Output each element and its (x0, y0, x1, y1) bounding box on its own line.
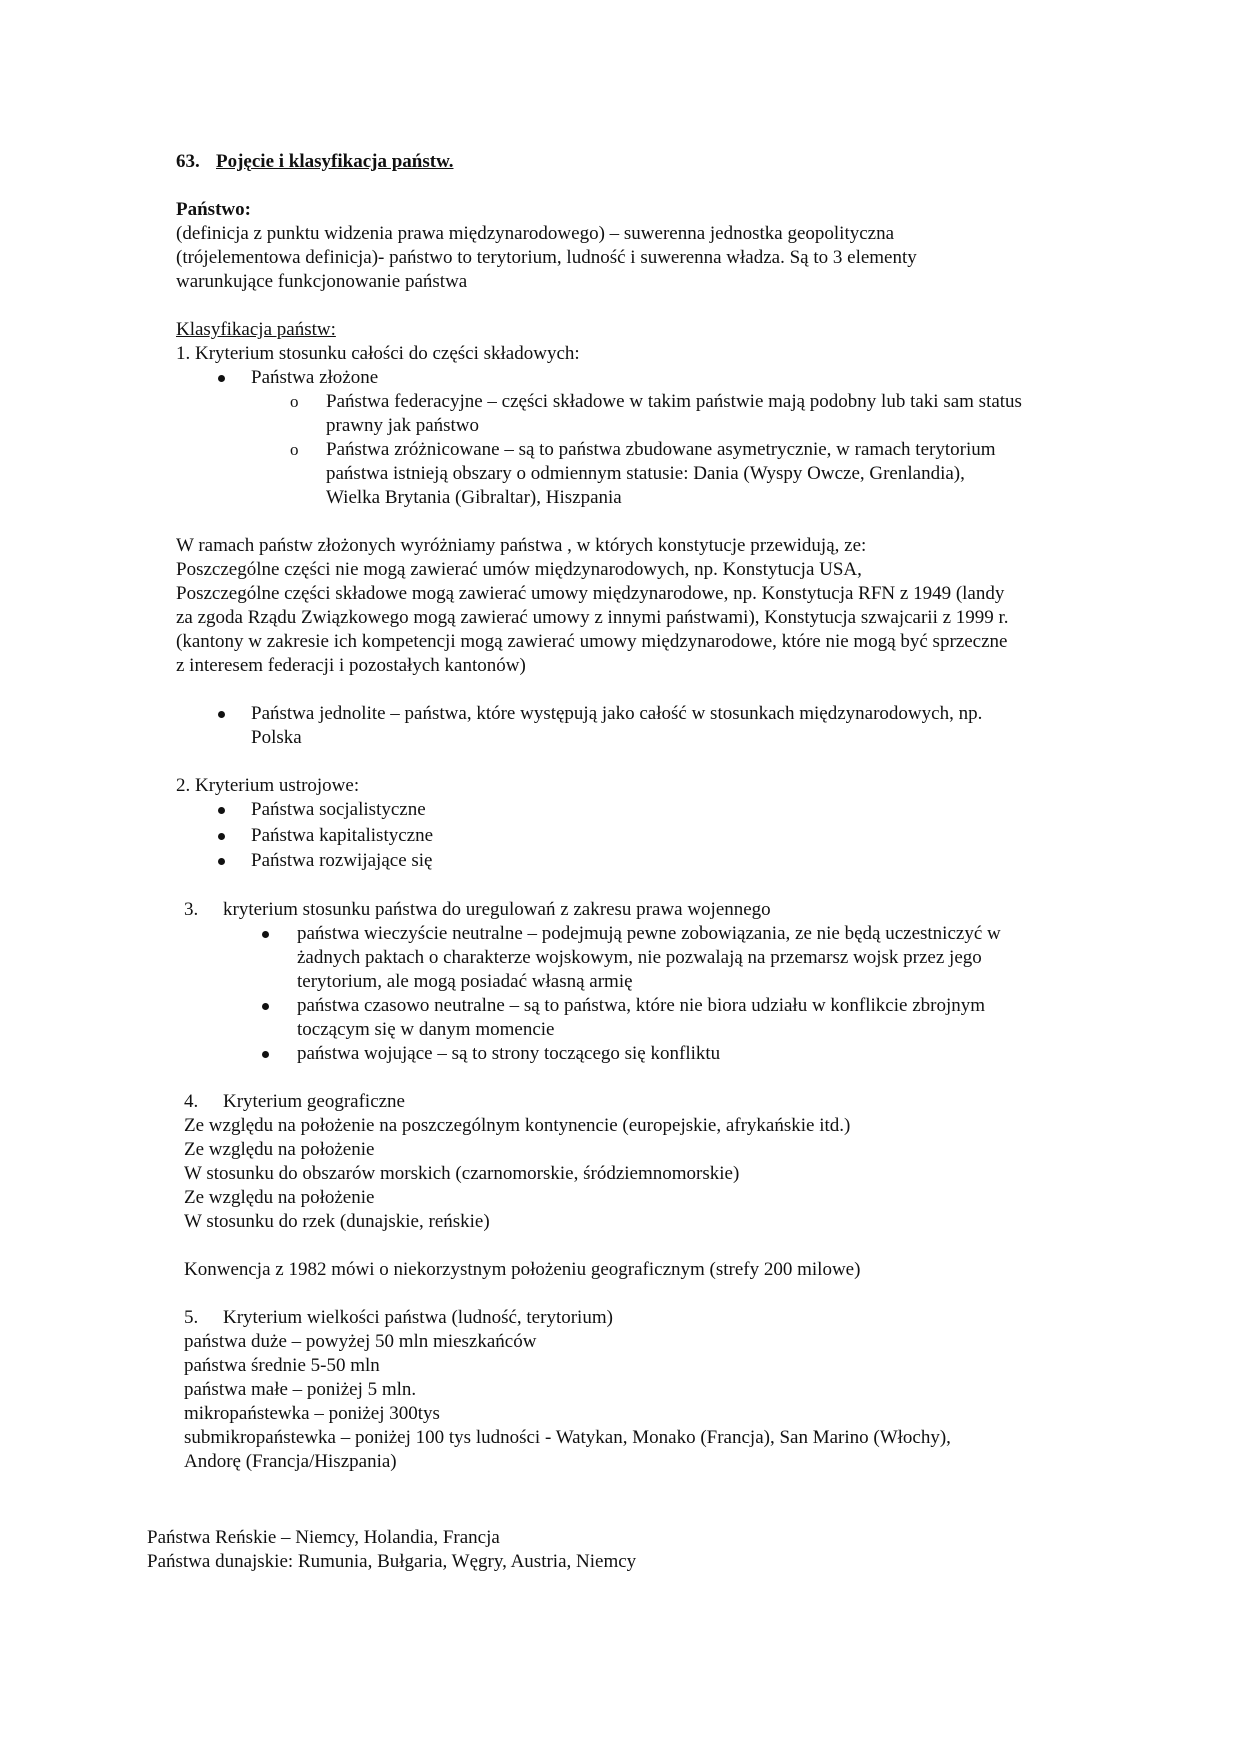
k2-item: Państwa socjalistyczne (251, 799, 426, 820)
k1-federacyjne: Państwa federacyjne – części składowe w takim państwie mają podobny lub taki sam status (326, 391, 1022, 412)
panstwo-label: Państwo: (176, 199, 251, 220)
panstwo-line: warunkujące funkcjonowanie państwa (176, 271, 468, 292)
bullet-icon (218, 807, 225, 814)
k1-paragraph: W ramach państw złożonych wyróżniamy państwa , w których konstytucje przewidują, ze: (176, 535, 867, 556)
k5-line: państwa duże – powyżej 50 mln mieszkańców (184, 1331, 537, 1352)
panstwo-line: (definicja z punktu widzenia prawa międzynarodowego) – suwerenna jednostka geopolityczna (176, 223, 895, 244)
panstwo-line: (trójelementowa definicja)- państwo to terytorium, ludność i suwerenna władza. Są to 3 elementy (176, 247, 917, 268)
k3-title: kryterium stosunku państwa do uregulowań z zakresu prawa wojennego (223, 899, 771, 920)
k1-paragraph: Poszczególne części składowe mogą zawierać umowy międzynarodowe, np. Konstytucja RFN z 1949 (landy (176, 583, 1005, 604)
k4-title: Kryterium geograficzne (223, 1091, 405, 1112)
klasyfikacja-label: Klasyfikacja państw: (176, 319, 336, 340)
k1-zlozone: Państwa złożone (251, 367, 379, 388)
circle-bullet-icon: o (290, 440, 299, 459)
section-number: 63. (176, 151, 200, 172)
k1-paragraph: Poszczególne części nie mogą zawierać umów międzynarodowych, np. Konstytucja USA, (176, 559, 862, 580)
footer-note: Państwa Reńskie – Niemcy, Holandia, Francja (147, 1527, 500, 1548)
k5-line: Andorę (Francja/Hiszpania) (184, 1451, 397, 1472)
k5-line: submikropaństewka – poniżej 100 tys ludności - Watykan, Monako (Francja), San Marino (Włochy), (184, 1427, 951, 1448)
k3-item: państwa wojujące – są to strony toczącego się konfliktu (297, 1043, 721, 1064)
k5-line: państwa małe – poniżej 5 mln. (184, 1379, 417, 1400)
bullet-icon (218, 711, 225, 718)
k5-title: Kryterium wielkości państwa (ludność, terytorium) (223, 1307, 613, 1328)
k1-federacyjne: prawny jak państwo (326, 415, 480, 436)
k2-title: 2. Kryterium ustrojowe: (176, 775, 360, 796)
k5-number: 5. (184, 1307, 199, 1328)
k1-title: 1. Kryterium stosunku całości do części składowych: (176, 343, 580, 364)
k1-jednolite: Polska (251, 727, 302, 748)
k4-line: Ze względu na położenie (184, 1187, 375, 1208)
bullet-icon (218, 858, 225, 865)
footer-note: Państwa dunajskie: Rumunia, Bułgaria, Węgry, Austria, Niemcy (147, 1551, 637, 1572)
k1-paragraph: za zgoda Rządu Związkowego mogą zawierać umowy z innymi państwami), Konstytucja szwajcarii z 1999 r. (176, 607, 1009, 628)
bullet-icon (262, 931, 269, 938)
k1-paragraph: (kantony w zakresie ich kompetencji mogą zawierać umowy międzynarodowe, które nie mogą być sprzeczne (176, 631, 1008, 652)
k3-item: państwa czasowo neutralne – są to państwa, które nie biora udziału w konflikcie zbrojnym (297, 995, 986, 1016)
circle-bullet-icon: o (290, 392, 299, 411)
k3-item: toczącym się w danym momencie (297, 1019, 555, 1040)
bullet-icon (262, 1003, 269, 1010)
k2-item: Państwa kapitalistyczne (251, 825, 434, 846)
k1-zroznicowane: państwa istnieją obszary o odmiennym statusie: Dania (Wyspy Owcze, Grenlandia), (326, 463, 965, 484)
k3-item: terytorium, ale mogą posiadać własną armię (297, 971, 633, 992)
k3-item: żadnych paktach o charakterze wojskowym, nie pozwalają na przemarsz wojsk przez jego (297, 947, 982, 968)
bullet-icon (262, 1051, 269, 1058)
k3-item: państwa wieczyście neutralne – podejmują pewne zobowiązania, ze nie będą uczestniczyć w (297, 923, 1001, 944)
bullet-icon (218, 375, 225, 382)
k1-zroznicowane: Wielka Brytania (Gibraltar), Hiszpania (326, 487, 622, 508)
k4-line: W stosunku do obszarów morskich (czarnomorskie, śródziemnomorskie) (184, 1163, 740, 1184)
k2-item: Państwa rozwijające się (251, 850, 433, 871)
k1-paragraph: z interesem federacji i pozostałych kantonów) (176, 655, 526, 676)
bullet-icon (218, 833, 225, 840)
k4-line: Ze względu na położenie na poszczególnym kontynencie (europejskie, afrykańskie itd.) (184, 1115, 851, 1136)
k4-line: Ze względu na położenie (184, 1139, 375, 1160)
k1-zroznicowane: Państwa zróżnicowane – są to państwa zbudowane asymetrycznie, w ramach terytorium (326, 439, 996, 460)
k4-line: W stosunku do rzek (dunajskie, reńskie) (184, 1211, 490, 1232)
k5-line: mikropaństewka – poniżej 300tys (184, 1403, 440, 1424)
page-title: Pojęcie i klasyfikacja państw. (216, 151, 454, 172)
k5-line: państwa średnie 5-50 mln (184, 1355, 380, 1376)
k3-number: 3. (184, 899, 199, 920)
k4-konwencja: Konwencja z 1982 mówi o niekorzystnym położeniu geograficznym (strefy 200 milowe) (184, 1259, 861, 1280)
k4-number: 4. (184, 1091, 199, 1112)
k1-jednolite: Państwa jednolite – państwa, które występują jako całość w stosunkach międzynarodowych, np. (251, 703, 983, 724)
